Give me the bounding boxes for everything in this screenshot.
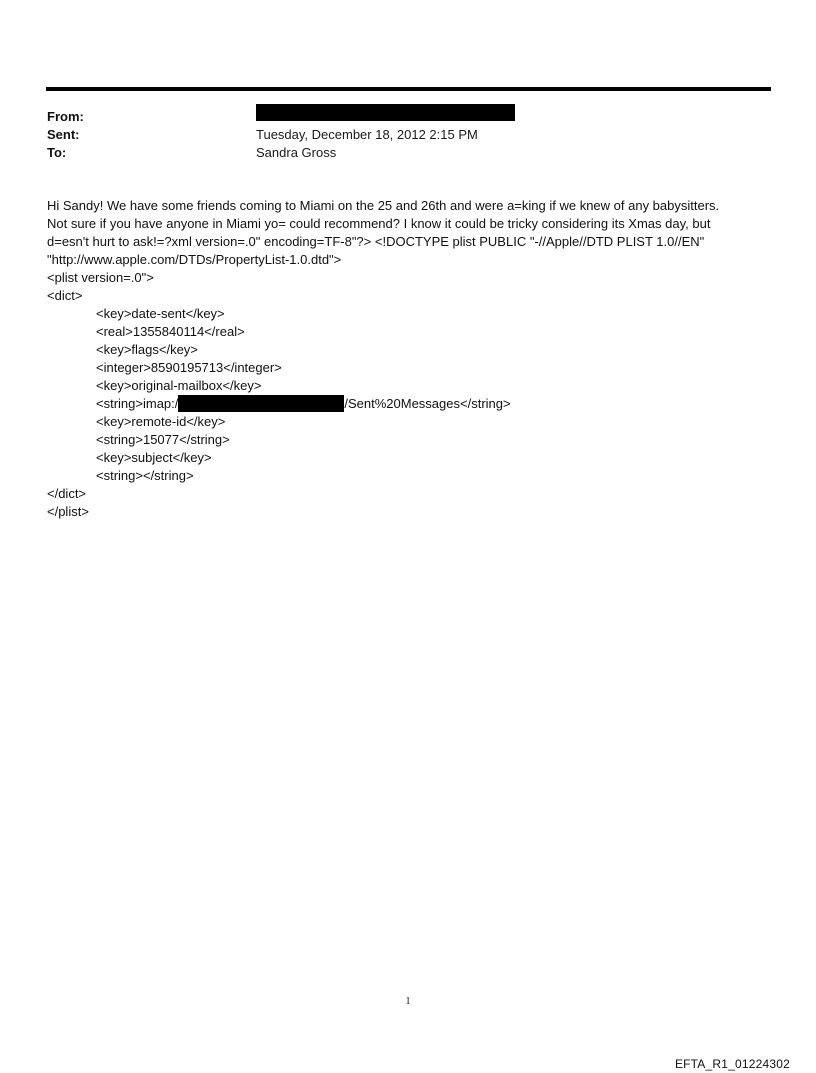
closing-line: </plist> xyxy=(47,504,89,519)
email-body xyxy=(47,197,777,521)
to-label: To: xyxy=(47,145,67,160)
to-value: Sandra Gross xyxy=(256,145,337,160)
dict-line: <key>flags</key> xyxy=(96,342,198,357)
dict-line: <key>subject</key> xyxy=(96,450,212,465)
page-number: 1 xyxy=(405,996,411,1007)
body-line: <plist version=.0"> xyxy=(47,270,154,285)
body-line: d=esn't hurt to ask!=?xml version=.0" encoding=TF-8"?> <!DOCTYPE plist PUBLIC "-//Apple//DTD PLIST 1.0//EN" xyxy=(47,234,705,249)
dict-line: <string></string> xyxy=(96,468,194,483)
body-line: Not sure if you have anyone in Miami yo= could recommend? I know it could be tricky considering its Xmas day, but xyxy=(47,216,711,231)
dict-line: <real>1355840114</real> xyxy=(96,324,245,339)
imap-suffix: /Sent%20Messages</string> xyxy=(344,396,511,411)
header-rule xyxy=(46,87,771,91)
bates-number: EFTA_R1_01224302 xyxy=(674,1057,790,1071)
imap-line xyxy=(47,395,777,413)
imap-prefix: <string>imap:/ xyxy=(96,396,179,411)
closing-line: </dict> xyxy=(47,486,87,501)
dict-line: <key>remote-id</key> xyxy=(96,414,226,429)
body-line: <dict> xyxy=(47,288,83,303)
from-redaction xyxy=(256,104,515,121)
dict-line: <key>date-sent</key> xyxy=(96,306,225,321)
from-label: From: xyxy=(47,109,84,124)
imap-redaction xyxy=(178,395,344,412)
sent-value: Tuesday, December 18, 2012 2:15 PM xyxy=(256,127,478,142)
dict-line: <key>original-mailbox</key> xyxy=(96,378,262,393)
sent-label: Sent: xyxy=(47,127,80,142)
body-line: "http://www.apple.com/DTDs/PropertyList-1.0.dtd"> xyxy=(47,252,342,267)
body-line: Hi Sandy! We have some friends coming to Miami on the 25 and 26th and were a=king if we knew of any babysitters. xyxy=(47,198,720,213)
dict-line: <integer>8590195713</integer> xyxy=(96,360,282,375)
dict-line: <string>15077</string> xyxy=(96,432,230,447)
